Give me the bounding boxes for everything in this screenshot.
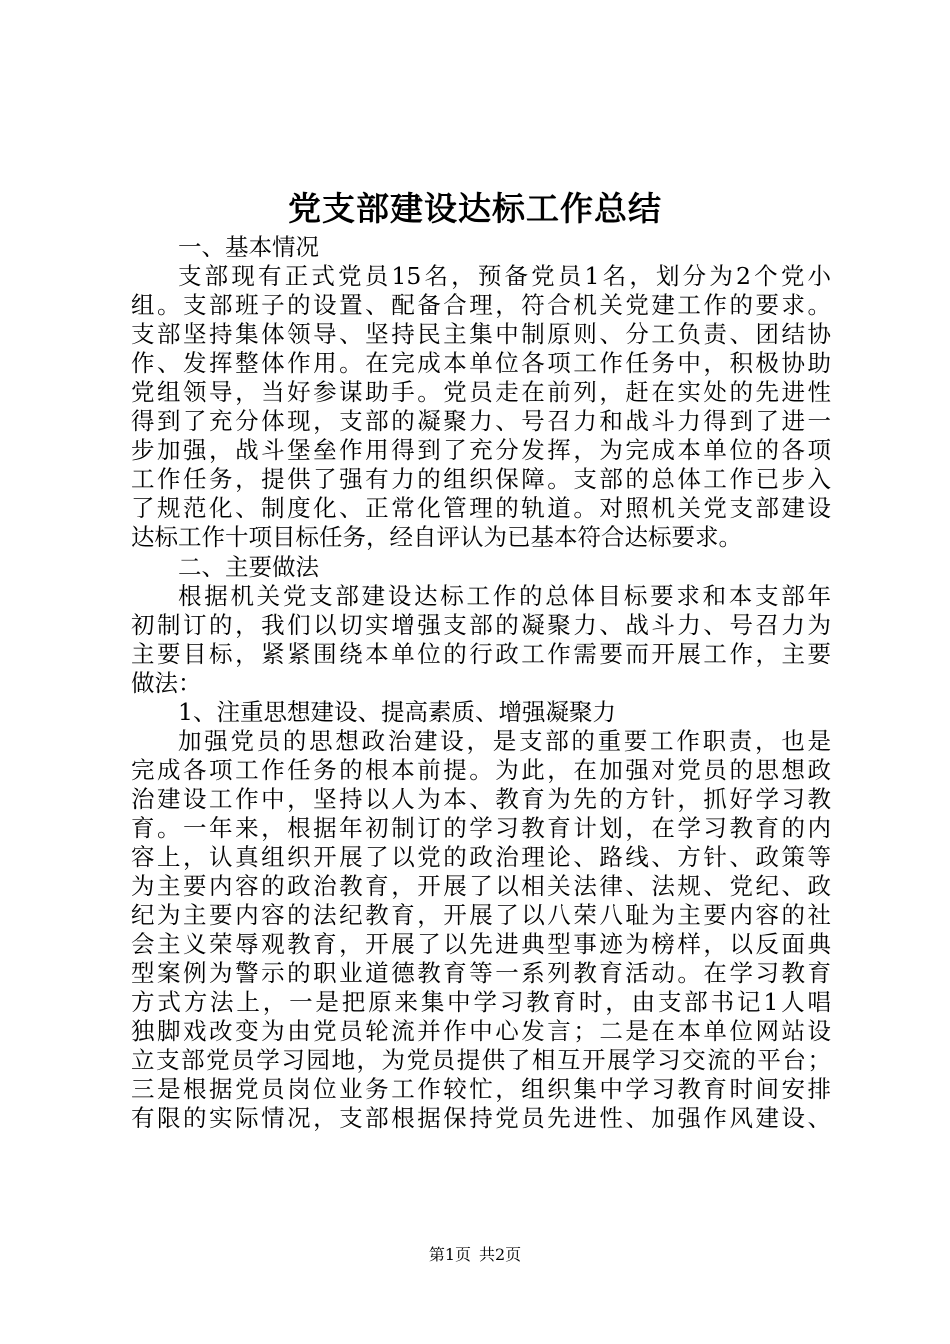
paragraph-line: 方式方法上，一是把原来集中学习教育时，由支部书记1人唱 [131, 988, 831, 1017]
paragraph-line: 做法： [131, 668, 202, 697]
paragraph-line: 加强党员的思想政治建设，是支部的重要工作职责，也是 [178, 726, 831, 755]
paragraph-line: 工作任务，提供了强有力的组织保障。支部的总体工作已步入 [131, 465, 831, 494]
paragraph-line: 步加强，战斗堡垒作用得到了充分发挥，为完成本单位的各项 [131, 436, 831, 465]
paragraph-line: 支部现有正式党员15名，预备党员1名，划分为2个党小 [178, 262, 831, 291]
paragraph-line: 党组领导，当好参谋助手。党员走在前列，赶在实处的先进性 [131, 378, 831, 407]
page-number: 第1页 [428, 1245, 471, 1264]
paragraph-line: 了规范化、制度化、正常化管理的轨道。对照机关党支部建设 [131, 494, 831, 523]
paragraph-line: 作、发挥整体作用。在完成本单位各项工作任务中，积极协助 [131, 349, 831, 378]
paragraph-line: 完成各项工作任务的根本前提。为此，在加强对党员的思想政 [131, 755, 831, 784]
page-footer [0, 1244, 950, 1266]
paragraph-line: 容上，认真组织开展了以党的政治理论、路线、方针、政策等 [131, 842, 831, 871]
paragraph-line: 独脚戏改变为由党员轮流并作中心发言；二是在本单位网站设 [131, 1017, 831, 1046]
document-title: 党支部建设达标工作总结 [288, 189, 662, 228]
paragraph-line: 立支部党员学习园地，为党员提供了相互开展学习交流的平台； [131, 1046, 831, 1075]
section-heading: 一、基本情况 [178, 233, 319, 261]
paragraph-line: 治建设工作中，坚持以人为本、教育为先的方针，抓好学习教 [131, 784, 831, 813]
paragraph-line: 组。支部班子的设置、配备合理，符合机关党建工作的要求。 [131, 291, 831, 320]
paragraph-line: 育。一年来，根据年初制订的学习教育计划，在学习教育的内 [131, 813, 831, 842]
paragraph-line: 三是根据党员岗位业务工作较忙，组织集中学习教育时间安排 [131, 1075, 831, 1104]
paragraph-line: 为主要内容的政治教育，开展了以相关法律、法规、党纪、政 [131, 872, 831, 901]
section-heading: 1、注重思想建设、提高素质、增强凝聚力 [178, 697, 616, 726]
document-body [131, 233, 831, 1133]
page-total: 共2页 [479, 1245, 522, 1264]
paragraph-line: 纪为主要内容的法纪教育，开展了以八荣八耻为主要内容的社 [131, 901, 831, 930]
paragraph-line: 主要目标，紧紧围绕本单位的行政工作需要而开展工作，主要 [131, 639, 831, 668]
section-heading: 二、主要做法 [178, 552, 319, 581]
paragraph-line: 支部坚持集体领导、坚持民主集中制原则、分工负责、团结协 [131, 320, 831, 349]
paragraph-line: 根据机关党支部建设达标工作的总体目标要求和本支部年 [178, 581, 831, 610]
paragraph-line: 有限的实际情况，支部根据保持党员先进性、加强作风建设、 [131, 1104, 831, 1133]
paragraph-line: 达标工作十项目标任务，经自评认为已基本符合达标要求。 [131, 523, 742, 552]
paragraph-line: 初制订的，我们以切实增强支部的凝聚力、战斗力、号召力为 [131, 610, 831, 639]
paragraph-line: 会主义荣辱观教育，开展了以先进典型事迹为榜样，以反面典 [131, 930, 831, 959]
paragraph-line: 型案例为警示的职业道德教育等一系列教育活动。在学习教育 [131, 959, 831, 988]
paragraph-line: 得到了充分体现，支部的凝聚力、号召力和战斗力得到了进一 [131, 407, 831, 436]
